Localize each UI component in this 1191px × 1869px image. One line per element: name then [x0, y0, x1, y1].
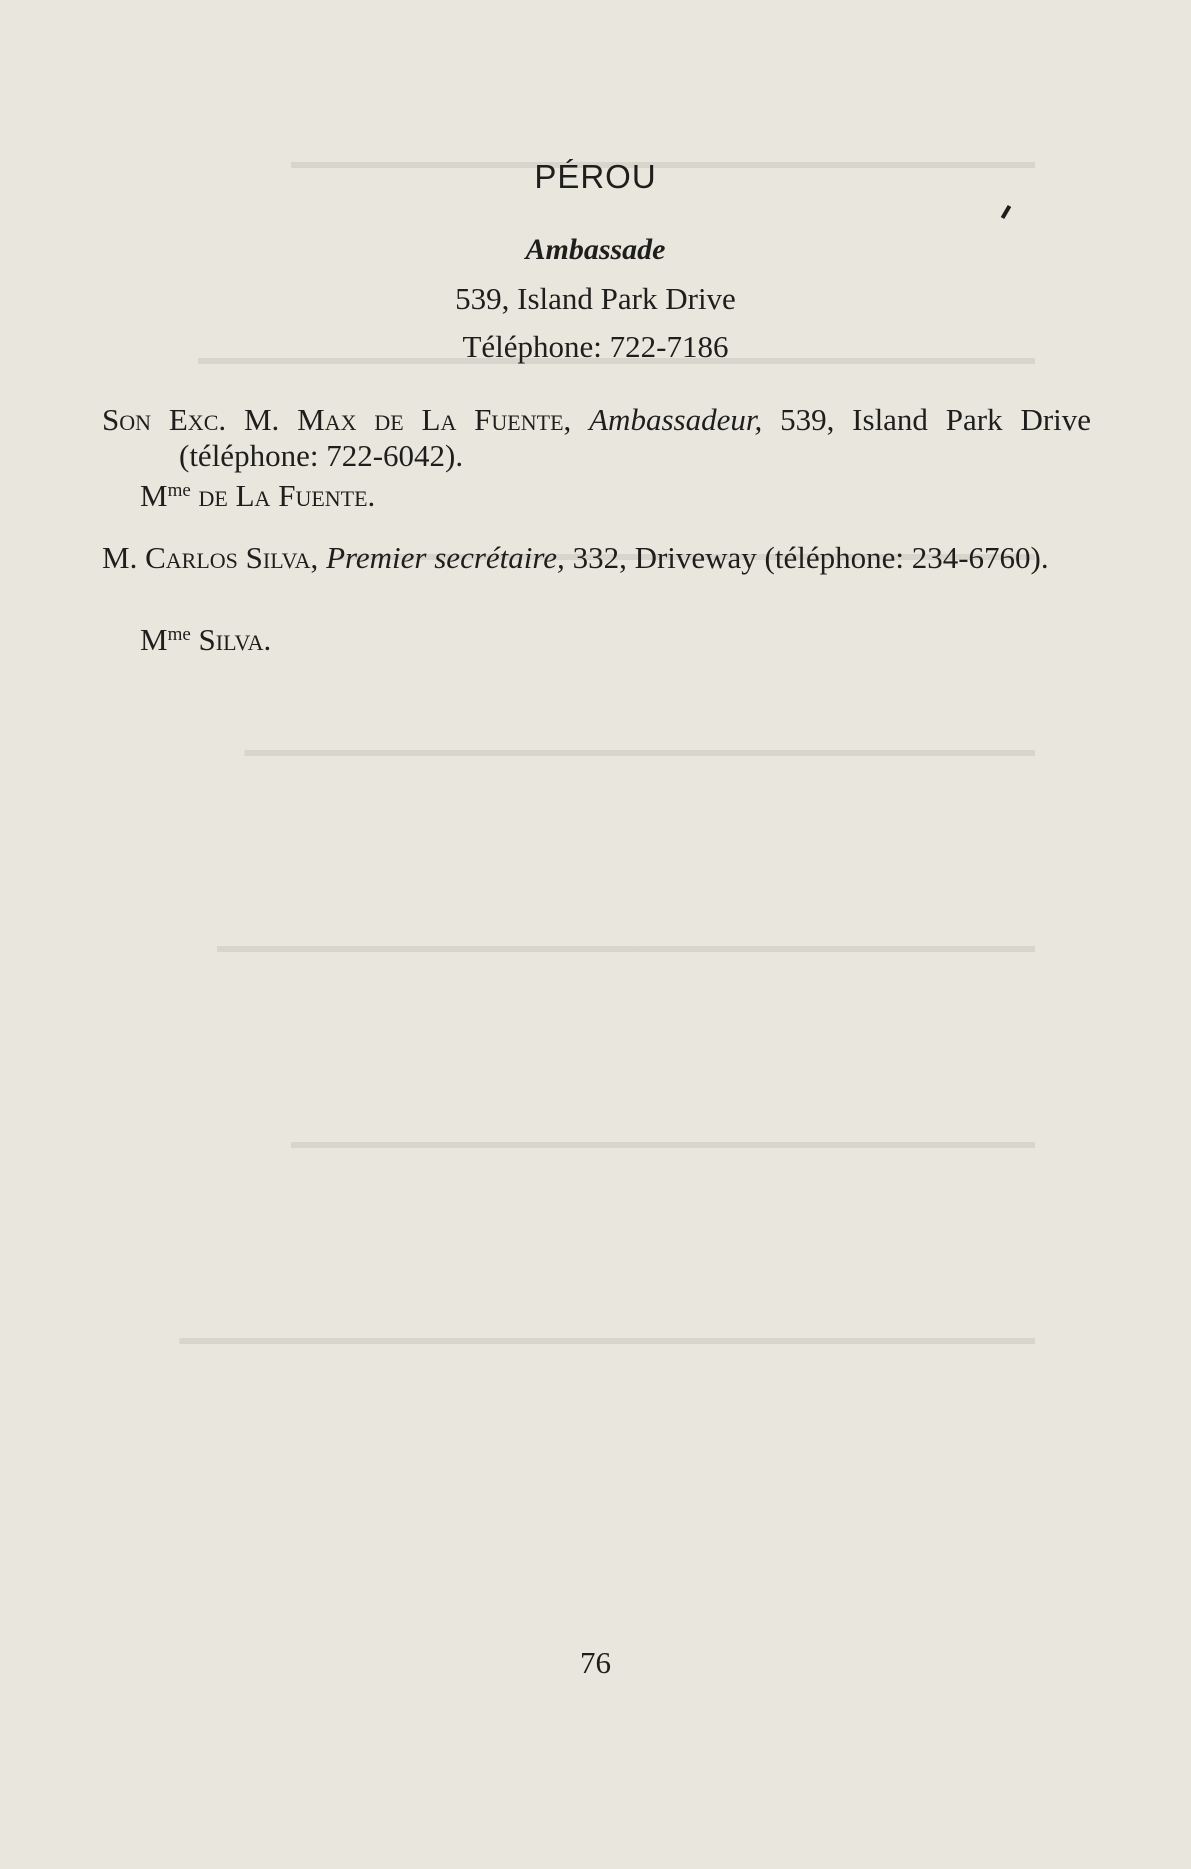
entry-prefix: M.	[102, 540, 138, 575]
entry-name: Max de La Fuente,	[297, 402, 572, 437]
spouse-name: Silva.	[198, 622, 272, 657]
spouse-superscript: me	[167, 624, 191, 645]
entry-ambassador	[102, 402, 1091, 474]
entry-details: 539, Island Park Drive (téléphone: 722-6042).	[179, 402, 1092, 473]
spouse-initial: M	[140, 478, 168, 513]
country-heading: PÉROU	[534, 158, 657, 195]
entry-details: 332, Driveway (téléphone: 234-6760).	[572, 540, 1049, 575]
mission-telephone: Téléphone: 722-7186	[462, 329, 729, 364]
page-number: 76	[580, 1645, 611, 1680]
mission-address: 539, Island Park Drive	[455, 281, 736, 316]
spouse-superscript: me	[167, 480, 191, 501]
entry-title: Premier secrétaire,	[326, 540, 565, 575]
entry-first-secretary	[102, 540, 1091, 576]
entry-spouse	[140, 478, 375, 514]
entry-spouse	[140, 622, 271, 658]
spouse-name: de La Fuente.	[198, 478, 376, 513]
entry-title: Ambassadeur,	[589, 402, 763, 437]
entry-prefix: Son Exc. M.	[102, 402, 280, 437]
spouse-initial: M	[140, 622, 168, 657]
entry-name: Carlos Silva,	[145, 540, 319, 575]
mission-type: Ambassade	[525, 233, 666, 266]
